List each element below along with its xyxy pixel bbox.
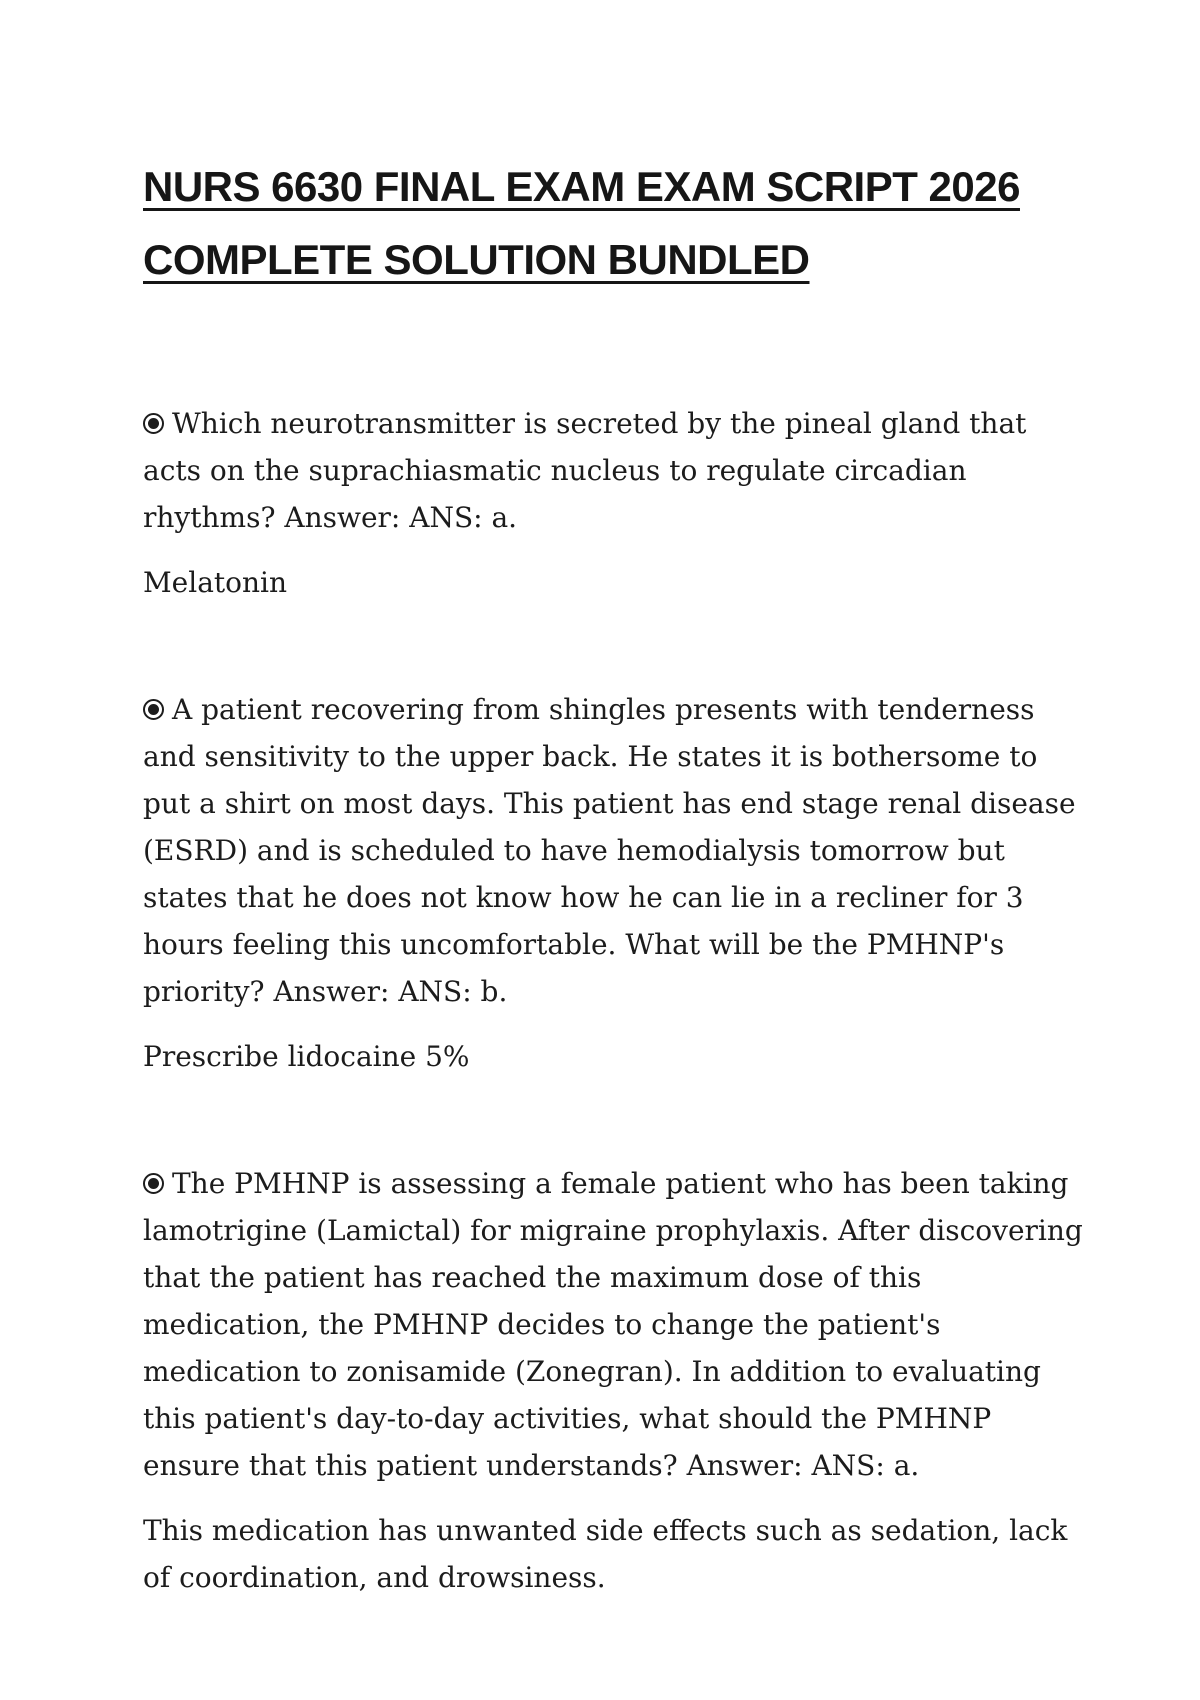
question-1 (143, 400, 1083, 541)
radio-bullet-icon (143, 1173, 164, 1194)
radio-bullet-icon (143, 699, 164, 720)
question-2-text: A patient recovering from shingles presents with tenderness and sensitivity to the upper back. He states it is bothersome to put a shirt on most days. This patient has end stage renal disease (ESRD) and is scheduled to have hemodialysis tomorrow but states that he does not know how he can lie in a recliner for 3 hours feeling this uncomfortable. What will be the PMHNP's priority? Answer: ANS: b. (143, 693, 1076, 1008)
question-3-text: The PMHNP is assessing a female patient who has been taking lamotrigine (Lamictal) for migraine prophylaxis. After discovering that the patient has reached the maximum dose of this medication, the PMHNP decides to change the patient's medication to zonisamide (Zonegran). In addition to evaluating this patient's day-to-day activities, what should the PMHNP ensure that this patient understands? Answer: ANS: a. (143, 1167, 1083, 1482)
question-block-1 (143, 400, 1083, 606)
radio-bullet-icon (143, 413, 164, 434)
question-block-3 (143, 1160, 1083, 1601)
answer-1: Melatonin (143, 566, 288, 599)
document-page (143, 150, 1083, 1601)
question-1-text: Which neurotransmitter is secreted by the pineal gland that acts on the suprachiasmatic nucleus to regulate circadian rhythms? Answer: ANS: a. (143, 407, 1027, 534)
answer-3: This medication has unwanted side effects such as sedation, lack of coordination, and drowsiness. (143, 1514, 1068, 1594)
answer-2: Prescribe lidocaine 5% (143, 1040, 470, 1073)
question-3 (143, 1160, 1083, 1489)
question-block-2 (143, 686, 1083, 1080)
question-2 (143, 686, 1083, 1015)
document-title: NURS 6630 FINAL EXAM EXAM SCRIPT 2026 COMPLETE SOLUTION BUNDLED (143, 163, 1020, 283)
